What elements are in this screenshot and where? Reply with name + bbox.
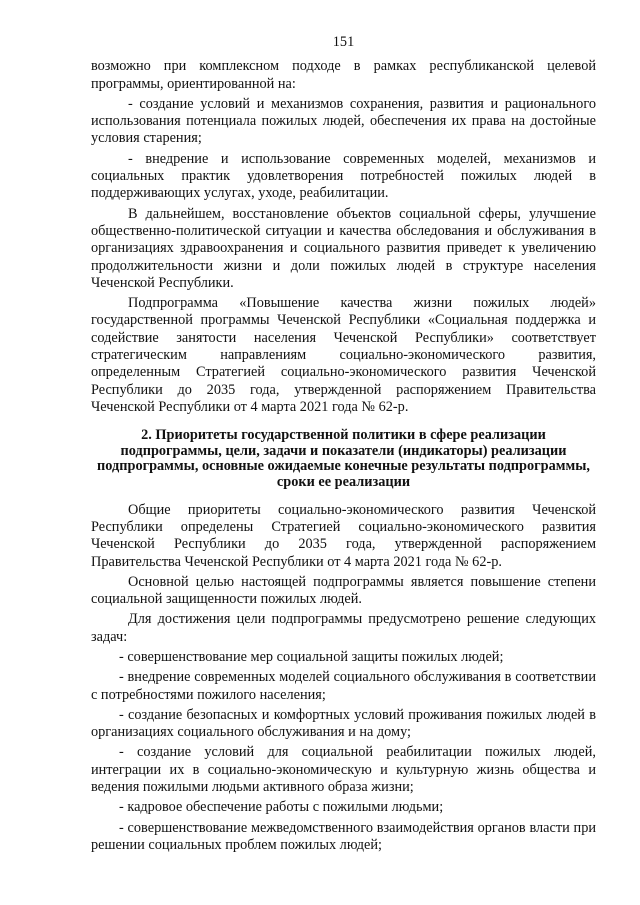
document-page [91,34,596,857]
paragraph-main-goal: Основной целью настоящей подпрограммы является повышение степени социальной защищенности пожилых людей. [91,573,596,608]
task-safe-conditions: - создание безопасных и комфортных условий проживания пожилых людей в организациях социального обслуживания и на дому; [91,706,596,741]
section-heading: 2. Приоритеты государственной политики в сфере реализации подпрограммы, цели, задачи и показатели (индикаторы) реализации подпрограммы, основные ожидаемые конечные результаты подпрограммы, сроки ее реализации [97,427,590,491]
paragraph-general-priorities: Общие приоритеты социально-экономического развития Чеченской Республики определены Стратегией социально-экономического развития Чеченской Республики до 2035 года, утвержденной распоряжением Правительства Чеченской Республики от 4 марта 2021 года № 62-р. [91,501,596,570]
bullet-conditions-mechanisms: - создание условий и механизмов сохранения, развития и рационального использования потенциала пожилых людей, обеспечения их права на достойные условия старения; [91,95,596,147]
task-service-models: - внедрение современных моделей социального обслуживания в соответствии с потребностями пожилого населения; [91,669,596,703]
bullet-modern-models: - внедрение и использование современных моделей, механизмов и социальных практик удовлетворения потребностей пожилых людей в поддерживающих услугах, уходе, реабилитации. [91,150,596,202]
task-rehabilitation: - создание условий для социальной реабилитации пожилых людей, интеграции их в социально-экономическую и культурную жизнь общества и ведения пожилыми людьми активного образа жизни; [91,744,596,796]
paragraph-restoration: В дальнейшем, восстановление объектов социальной сферы, улучшение общественно-политической ситуации и качества обследования и обслуживания в организациях здравоохранения и социального развития приведет к увеличению продолжительности жизни и доли пожилых людей в структуре населения Чеченской Республики. [91,205,596,291]
task-staffing: - кадровое обеспечение работы с пожилыми людьми; [119,799,444,816]
task-interagency: - совершенствование межведомственного взаимодействия органов власти при решении социальных проблем пожилых людей; [91,819,596,853]
paragraph-intro: возможно при комплексном подходе в рамках республиканской целевой программы, ориентированной на: [91,58,596,92]
page-number: 151 [332,34,355,50]
task-social-protection: - совершенствование мер социальной защиты пожилых людей; [119,648,504,665]
paragraph-tasks-intro: Для достижения цели подпрограммы предусмотрено решение следующих задач: [91,611,596,645]
paragraph-subprogram-compliance: Подпрограмма «Повышение качества жизни пожилых людей» государственной программы Чеченской Республики «Социальная поддержка и содействие занятости населения Чеченской Республики» соответствует стратегическим направлениям социально-экономического развития, определенным Стратегией социально-экономического развития Чеченской Республики до 2035 года, утвержденной распоряжением Правительства Чеченской Республики от 4 марта 2021 года № 62-р. [91,295,596,415]
